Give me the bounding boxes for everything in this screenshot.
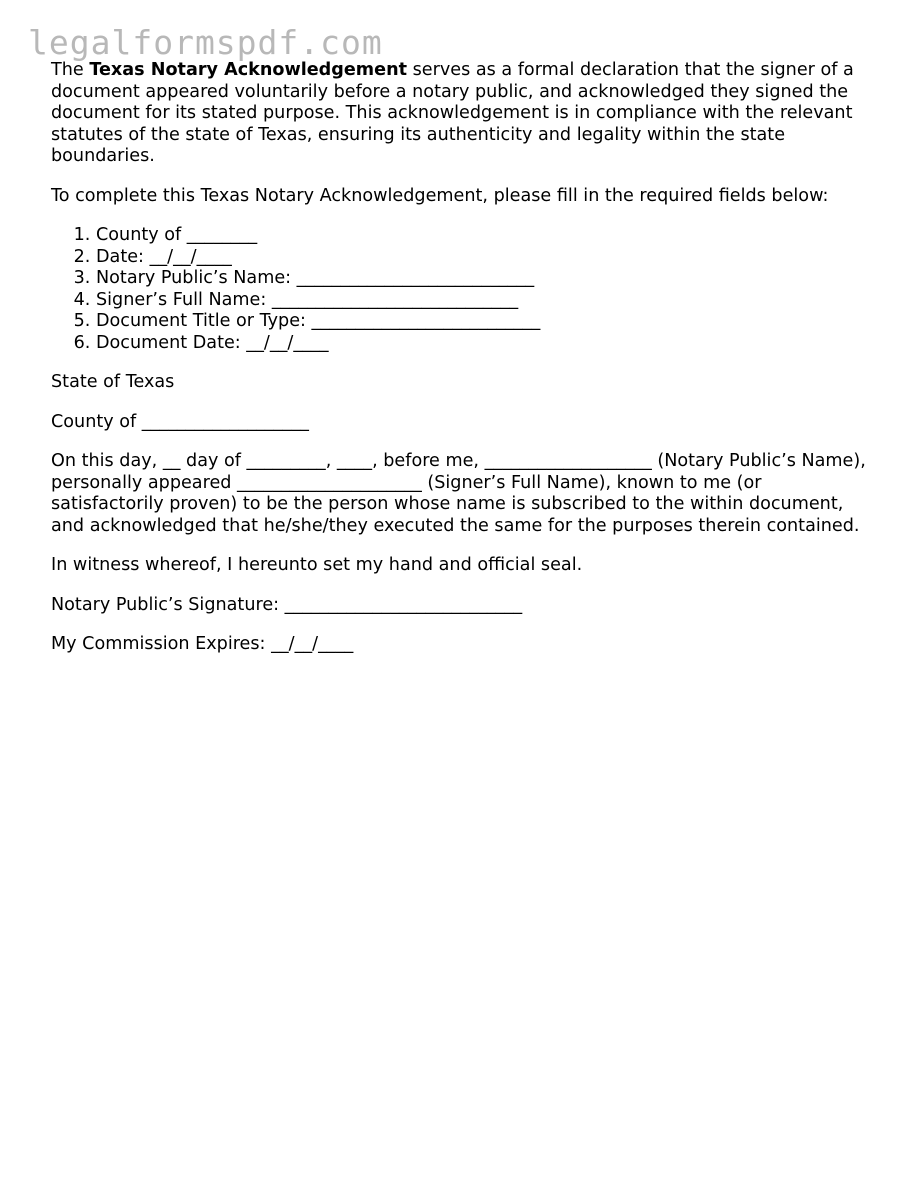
- intro-prefix: The: [51, 60, 90, 80]
- commission-line: My Commission Expires: __/__/____: [51, 634, 354, 654]
- required-fields-list: [51, 225, 871, 354]
- watermark: legalformspdf.com: [28, 23, 383, 62]
- intro-text: serves as a formal declaration that the signer of a document appeared voluntarily before a notary public, and acknowledged they signed the document for its stated purpose. This acknowledgement is in compliance with the relevant statutes of the state of Texas, ensuring its authenticity and legality within the state boundaries.: [51, 60, 854, 166]
- list-item: 1. County of ________: [96, 225, 871, 247]
- form-title: Texas Notary Acknowledgement: [89, 60, 408, 80]
- list-item: 5. Document Title or Type: __________________________: [96, 311, 871, 333]
- witness-line: In witness whereof, I hereunto set my hand and official seal.: [51, 555, 583, 575]
- instructions: To complete this Texas Notary Acknowledgement, please fill in the required fields below:: [51, 185, 829, 206]
- acknowledgement-body: On this day, __ day of _________, ____, before me, ___________________ (Notary Public’s Name), personally appeared _____________________ (Signer’s Full Name), known to me (or satisfactorily proven) to be the person whose name is subscribed to the within document, and acknowledged that he/she/they executed the same for the purposes therein contained.: [51, 451, 866, 536]
- state-line: State of Texas: [51, 372, 175, 392]
- intro-paragraph: [51, 60, 871, 168]
- document-body: [51, 60, 871, 674]
- list-item: 6. Document Date: __/__/____: [96, 333, 871, 355]
- signature-line: Notary Public’s Signature: ___________________________: [51, 594, 523, 615]
- list-item: 3. Notary Public’s Name: ___________________________: [96, 268, 871, 290]
- county-line: County of ___________________: [51, 411, 309, 432]
- list-item: 2. Date: __/__/____: [96, 247, 871, 269]
- list-item: 4. Signer’s Full Name: ____________________________: [96, 290, 871, 312]
